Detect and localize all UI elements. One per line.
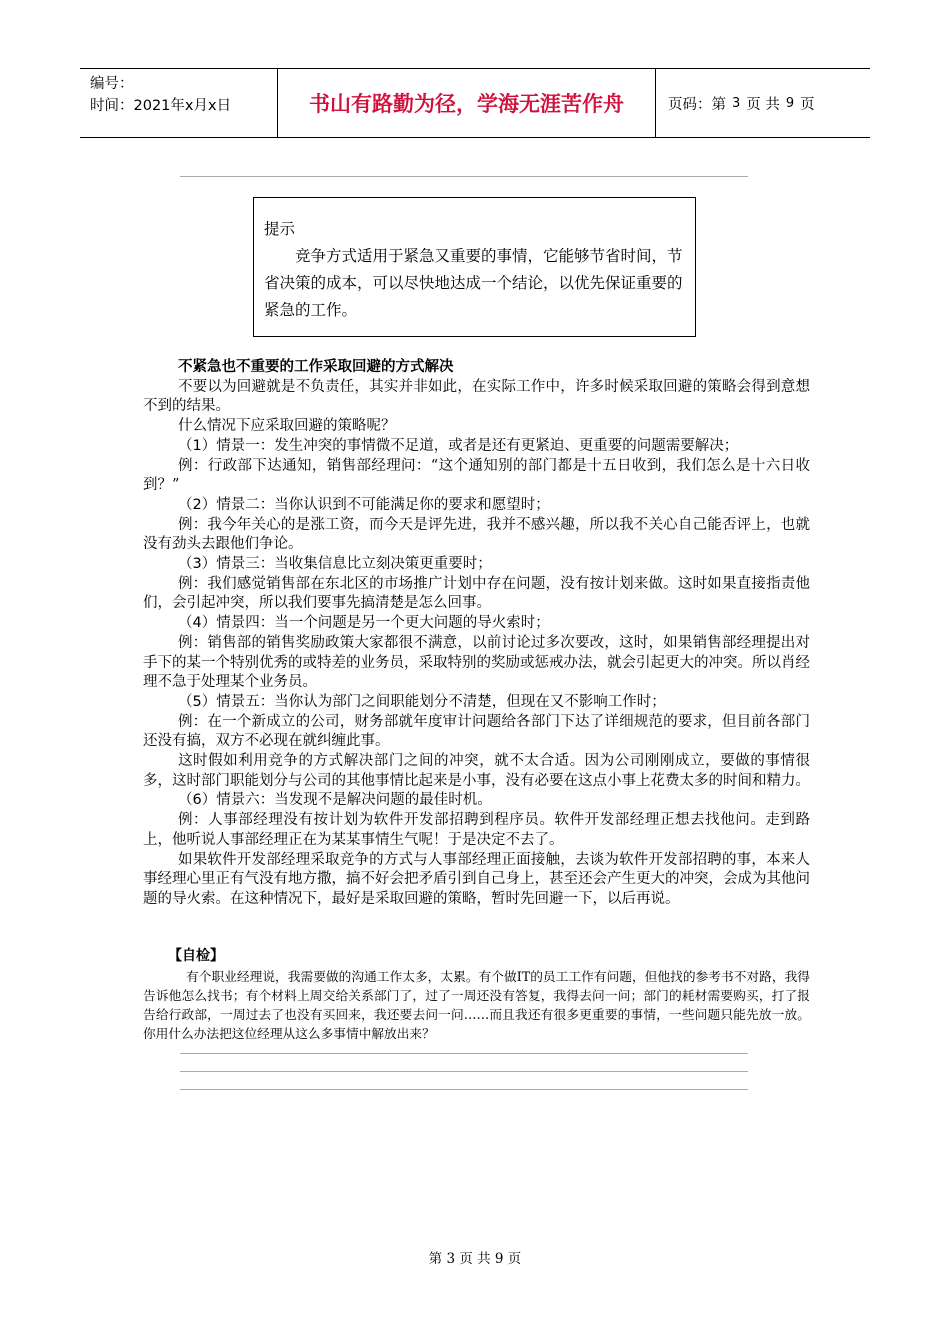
main-content: [143, 358, 810, 910]
situation-4: （4）情景四：当一个问题是另一个更大问题的导火索时；: [178, 615, 550, 632]
paragraph: 什么情况下应采取回避的策略呢？: [178, 418, 396, 435]
answer-line-1: [180, 1053, 748, 1054]
situation-3: （3）情景三：当收集信息比立刻决策更重要时；: [178, 556, 492, 573]
self-check-text: 有个职业经理说，我需要做的沟通工作太多，太累。有个做IT的员工工作有问题，但他找的参考书不对路，我得告诉他怎么找书；有个材料上周交给关系部门了，过了一周还没有答复，我得去问一问；部门的耗材需要购买，打了报告给行政部，一周过去了也没有买回来，我还要去问一问……而且我还有很多更重要的事情，一些问题只能先放一放。你用什么办法把这位经理从这么多事情中解放出来？: [143, 969, 810, 1041]
section-heading: 不紧急也不重要的工作采取回避的方式解决: [178, 359, 454, 375]
top-divider: [180, 176, 748, 177]
situation-6: （6）情景六：当发现不是解决问题的最佳时机。: [178, 792, 492, 809]
page-label: 页码：第: [668, 96, 726, 113]
tip-text: 竞争方式适用于紧急又重要的事情，它能够节省时间，节省决策的成本，可以尽快地达成一个结论，以优先保证重要的紧急的工作。: [264, 247, 683, 319]
page-mid-label: 页 共: [746, 96, 780, 113]
header-info-cell: [80, 69, 278, 137]
example-5-note: 这时假如利用竞争的方式解决部门之间的冲突，就不太合适。因为公司刚刚成立，要做的事情很多，这时部门职能划分与公司的其他事情比起来是小事，没有必要在这点小事上花费太多的时间和精力。: [143, 753, 810, 789]
situation-2: （2）情景二：当你认识到不可能满足你的要求和愿望时；: [178, 496, 550, 513]
answer-line-3: [180, 1089, 748, 1090]
example-5: 例：在一个新成立的公司，财务部就年度审计问题给各部门下达了详细规范的要求，但目前各部门还没有搞，双方不必现在就纠缠此事。: [143, 713, 810, 750]
situation-5: （5）情景五：当你认为部门之间职能划分不清楚，但现在又不影响工作时；: [178, 693, 666, 710]
page-number: 3: [732, 95, 741, 111]
example-4: 例：销售部的销售奖励政策大家都很不满意，以前讨论过多次要改，这时，如果销售部经理提出对手下的某一个特别优秀的或特差的业务员，采取特别的奖励或惩戒办法，就会引起更大的冲突。所以肖经理不急于处理某个业务员。: [143, 634, 810, 691]
example-6-note: 如果软件开发部经理采取竞争的方式与人事部经理正面接触，去谈为软件开发部招聘的事，本来人事经理心里正有气没有地方撒，搞不好会把矛盾引到自己身上，甚至还会产生更大的冲突，会成为其他问题的导火索。在这种情况下，最好是采取回避的策略，暂时先回避一下，以后再说。: [143, 851, 810, 907]
date-label: 时间：2021年x月x日: [90, 98, 232, 114]
tip-box: [253, 197, 696, 337]
page-footer: 第 3 页 共 9 页: [428, 1251, 522, 1267]
example-6: 例：人事部经理没有按计划为软件开发部招聘到程序员。软件开发部经理正想去找他问。走到路上，他听说人事部经理正在为某某事情生气呢！于是决定不去了。: [143, 812, 810, 848]
self-check-section: [143, 945, 810, 1043]
page-end-label: 页: [800, 96, 815, 113]
header-motto: 书山有路勤为径，学海无涯苦作舟: [278, 69, 656, 137]
tip-title: 提示: [264, 220, 296, 238]
situation-1: （1）情景一：发生冲突的事情微不足道，或者是还有更紧迫、更重要的问题需要解决；: [178, 437, 739, 454]
self-check-title: 【自检】: [168, 948, 224, 964]
page-total: 9: [785, 95, 795, 111]
header-page-cell: [656, 69, 870, 137]
number-label: 编号：: [90, 76, 134, 92]
page-header: [80, 68, 870, 138]
example-3: 例：我们感觉销售部在东北区的市场推广计划中存在问题，没有按计划来做。这时如果直接指责他们，会引起冲突，所以我们要事先搞清楚是怎么回事。: [143, 575, 810, 612]
answer-line-2: [180, 1071, 748, 1072]
paragraph: 不要以为回避就是不负责任，其实并非如此，在实际工作中，许多时候采取回避的策略会得到意想不到的结果。: [143, 378, 810, 415]
example-1: 例：行政部下达通知，销售部经理问：“这个通知别的部门都是十五日收到，我们怎么是十六日收到？”: [143, 457, 810, 494]
example-2: 例：我今年关心的是涨工资，而今天是评先进，我并不感兴趣，所以我不关心自己能否评上，也就没有劲头去跟他们争论。: [143, 516, 810, 553]
